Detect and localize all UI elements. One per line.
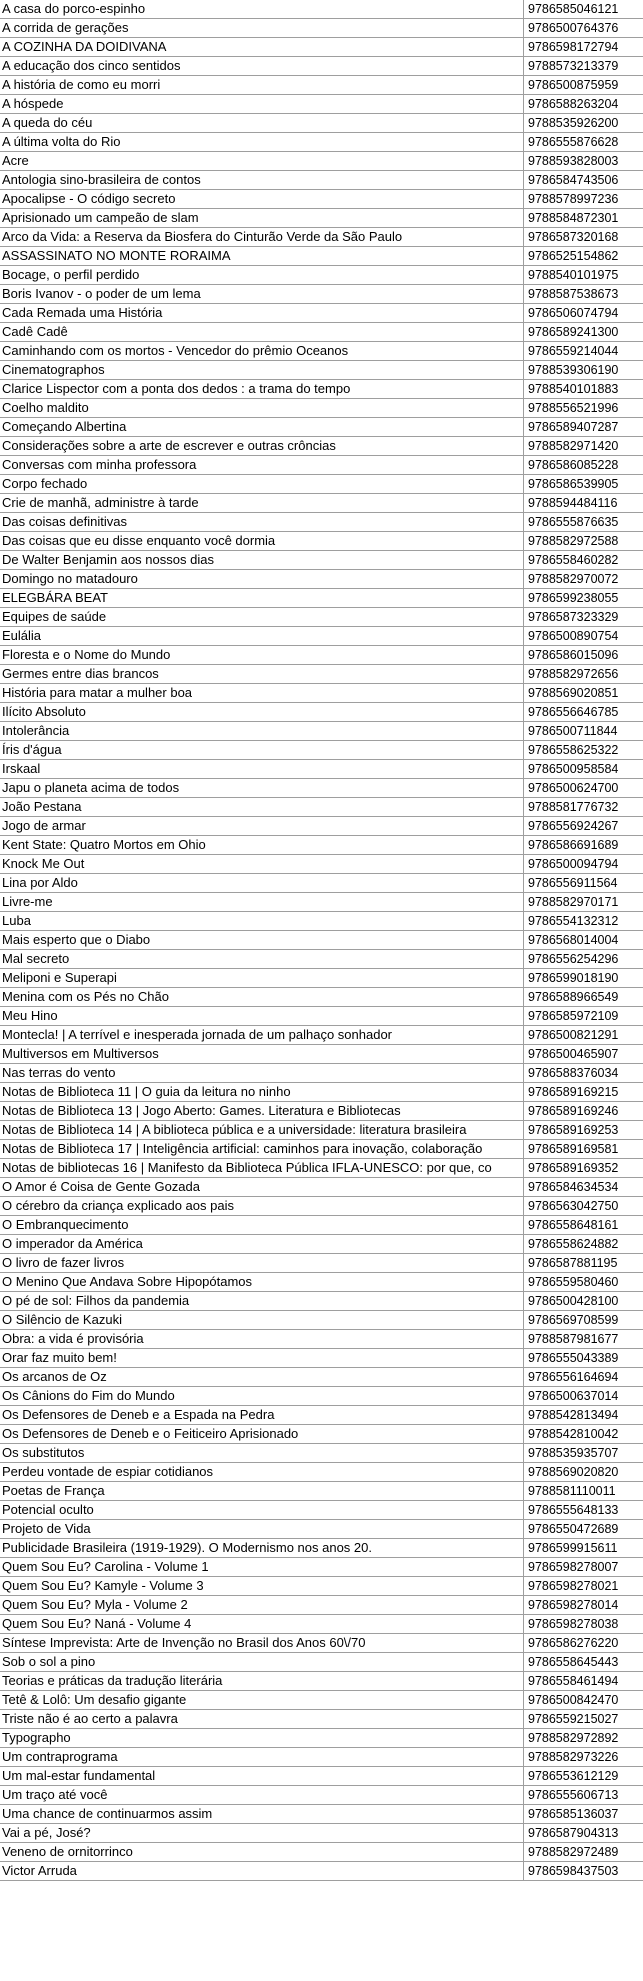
title-cell[interactable]: João Pestana — [0, 798, 524, 817]
title-cell[interactable]: Síntese Imprevista: Arte de Invenção no Brasil dos Anos 60\/70 — [0, 1634, 524, 1653]
isbn-cell[interactable]: 9786586015096 — [524, 646, 643, 665]
title-cell[interactable]: O imperador da América — [0, 1235, 524, 1254]
table-row — [0, 646, 643, 665]
isbn-cell[interactable]: 9788582972489 — [524, 1843, 643, 1862]
isbn-cell[interactable]: 9786500764376 — [524, 19, 643, 38]
title-cell[interactable]: Quem Sou Eu? Naná - Volume 4 — [0, 1615, 524, 1634]
isbn-cell[interactable]: 9786586085228 — [524, 456, 643, 475]
isbn-cell[interactable]: 9788569020820 — [524, 1463, 643, 1482]
table-row — [0, 1805, 643, 1824]
isbn-cell[interactable]: 9788584872301 — [524, 209, 643, 228]
table-row — [0, 779, 643, 798]
title-cell[interactable]: Sob o sol a pino — [0, 1653, 524, 1672]
isbn-cell[interactable]: 9786584634534 — [524, 1178, 643, 1197]
title-cell[interactable]: Mais esperto que o Diabo — [0, 931, 524, 950]
table-row — [0, 988, 643, 1007]
table-row — [0, 1691, 643, 1710]
title-cell[interactable]: Kent State: Quatro Mortos em Ohio — [0, 836, 524, 855]
title-cell[interactable]: Começando Albertina — [0, 418, 524, 437]
title-cell[interactable]: Corpo fechado — [0, 475, 524, 494]
table-row — [0, 228, 643, 247]
title-cell[interactable]: Um mal-estar fundamental — [0, 1767, 524, 1786]
title-cell[interactable]: O Amor é Coisa de Gente Gozada — [0, 1178, 524, 1197]
table-row — [0, 684, 643, 703]
isbn-cell[interactable]: 9786500821291 — [524, 1026, 643, 1045]
title-cell[interactable]: Os Defensores de Deneb e a Espada na Pedra — [0, 1406, 524, 1425]
table-row — [0, 437, 643, 456]
title-cell[interactable]: Íris d'água — [0, 741, 524, 760]
isbn-cell[interactable]: 9788573213379 — [524, 57, 643, 76]
title-cell[interactable]: Livre-me — [0, 893, 524, 912]
title-cell[interactable]: História para matar a mulher boa — [0, 684, 524, 703]
isbn-cell[interactable]: 9786569708599 — [524, 1311, 643, 1330]
title-cell[interactable]: Quem Sou Eu? Carolina - Volume 1 — [0, 1558, 524, 1577]
isbn-cell[interactable]: 9786500875959 — [524, 76, 643, 95]
isbn-cell[interactable]: 9786598278014 — [524, 1596, 643, 1615]
title-cell[interactable]: Considerações sobre a arte de escrever e outras crôncias — [0, 437, 524, 456]
table-row — [0, 1349, 643, 1368]
table-row — [0, 494, 643, 513]
isbn-cell[interactable]: 9786598278007 — [524, 1558, 643, 1577]
table-row — [0, 1463, 643, 1482]
title-cell[interactable]: Knock Me Out — [0, 855, 524, 874]
title-cell[interactable]: Notas de Biblioteca 11 | O guia da leitura no ninho — [0, 1083, 524, 1102]
table-row — [0, 722, 643, 741]
title-cell[interactable]: Os Defensores de Deneb e o Feiticeiro Aprisionado — [0, 1425, 524, 1444]
table-row — [0, 1159, 643, 1178]
title-cell[interactable]: O livro de fazer livros — [0, 1254, 524, 1273]
title-cell[interactable]: Meliponi e Superapi — [0, 969, 524, 988]
isbn-cell[interactable]: 9786556254296 — [524, 950, 643, 969]
title-cell[interactable]: A queda do céu — [0, 114, 524, 133]
isbn-cell[interactable]: 9786558625322 — [524, 741, 643, 760]
table-row — [0, 1767, 643, 1786]
table-row — [0, 589, 643, 608]
isbn-cell[interactable]: 9786585046121 — [524, 0, 643, 19]
title-cell[interactable]: Germes entre dias brancos — [0, 665, 524, 684]
table-row — [0, 95, 643, 114]
title-cell[interactable]: O Menino Que Andava Sobre Hipopótamos — [0, 1273, 524, 1292]
isbn-cell[interactable]: 9786559580460 — [524, 1273, 643, 1292]
isbn-cell[interactable]: 9788581110011 — [524, 1482, 643, 1501]
title-cell[interactable]: Acre — [0, 152, 524, 171]
table-row — [0, 1729, 643, 1748]
isbn-cell[interactable]: 9788581776732 — [524, 798, 643, 817]
title-cell[interactable]: Vai a pé, José? — [0, 1824, 524, 1843]
title-cell[interactable]: Os substitutos — [0, 1444, 524, 1463]
isbn-cell[interactable]: 9788539306190 — [524, 361, 643, 380]
table-row — [0, 893, 643, 912]
title-cell[interactable]: Apocalipse - O código secreto — [0, 190, 524, 209]
title-cell[interactable]: O Embranquecimento — [0, 1216, 524, 1235]
title-cell[interactable]: Victor Arruda — [0, 1862, 524, 1881]
title-cell[interactable]: Jogo de armar — [0, 817, 524, 836]
isbn-cell[interactable]: 9786554132312 — [524, 912, 643, 931]
table-row — [0, 399, 643, 418]
isbn-cell[interactable]: 9788542813494 — [524, 1406, 643, 1425]
isbn-cell[interactable]: 9786588376034 — [524, 1064, 643, 1083]
title-cell[interactable]: Cadê Cadê — [0, 323, 524, 342]
isbn-cell[interactable]: 9786586539905 — [524, 475, 643, 494]
title-cell[interactable]: Domingo no matadouro — [0, 570, 524, 589]
table-row — [0, 570, 643, 589]
isbn-cell[interactable]: 9786589169215 — [524, 1083, 643, 1102]
title-cell[interactable]: Ilícito Absoluto — [0, 703, 524, 722]
isbn-cell[interactable]: 9786589407287 — [524, 418, 643, 437]
isbn-cell[interactable]: 9786589169253 — [524, 1121, 643, 1140]
title-cell[interactable]: Cada Remada uma História — [0, 304, 524, 323]
table-row — [0, 1121, 643, 1140]
isbn-cell[interactable]: 9786555043389 — [524, 1349, 643, 1368]
title-cell[interactable]: Luba — [0, 912, 524, 931]
title-cell[interactable]: A educação dos cinco sentidos — [0, 57, 524, 76]
title-cell[interactable]: Notas de Biblioteca 13 | Jogo Aberto: Games. Literatura e Bibliotecas — [0, 1102, 524, 1121]
title-cell[interactable]: A corrida de gerações — [0, 19, 524, 38]
title-cell[interactable]: Eulália — [0, 627, 524, 646]
title-cell[interactable]: Lina por Aldo — [0, 874, 524, 893]
table-row — [0, 798, 643, 817]
title-cell[interactable]: Mal secreto — [0, 950, 524, 969]
title-cell[interactable]: Publicidade Brasileira (1919-1929). O Modernismo nos anos 20. — [0, 1539, 524, 1558]
table-row — [0, 38, 643, 57]
table-row — [0, 1634, 643, 1653]
table-row — [0, 760, 643, 779]
title-cell[interactable]: Intolerância — [0, 722, 524, 741]
isbn-cell[interactable]: 9786555606713 — [524, 1786, 643, 1805]
isbn-cell[interactable]: 9786588263204 — [524, 95, 643, 114]
table-row — [0, 1710, 643, 1729]
isbn-cell[interactable]: 9786500890754 — [524, 627, 643, 646]
isbn-cell[interactable]: 9786500624700 — [524, 779, 643, 798]
isbn-cell[interactable]: 9786558624882 — [524, 1235, 643, 1254]
table-row — [0, 209, 643, 228]
isbn-cell[interactable]: 9786556924267 — [524, 817, 643, 836]
isbn-cell[interactable]: 9786599915611 — [524, 1539, 643, 1558]
isbn-cell[interactable]: 9786556164694 — [524, 1368, 643, 1387]
table-row — [0, 361, 643, 380]
isbn-cell[interactable]: 9786506074794 — [524, 304, 643, 323]
isbn-cell[interactable]: 9788582972892 — [524, 1729, 643, 1748]
table-row — [0, 57, 643, 76]
isbn-cell[interactable]: 9788582970171 — [524, 893, 643, 912]
table-row — [0, 1197, 643, 1216]
isbn-cell[interactable]: 9786585136037 — [524, 1805, 643, 1824]
title-cell[interactable]: Conversas com minha professora — [0, 456, 524, 475]
table-row — [0, 1216, 643, 1235]
title-cell[interactable]: Potencial oculto — [0, 1501, 524, 1520]
title-cell[interactable]: Poetas de França — [0, 1482, 524, 1501]
table-row — [0, 456, 643, 475]
title-cell[interactable]: A história de como eu morri — [0, 76, 524, 95]
title-cell[interactable]: Um traço até você — [0, 1786, 524, 1805]
table-row — [0, 380, 643, 399]
isbn-cell[interactable]: 9786585972109 — [524, 1007, 643, 1026]
title-cell[interactable]: ELEGBÁRA BEAT — [0, 589, 524, 608]
table-row — [0, 1520, 643, 1539]
table-row — [0, 855, 643, 874]
title-cell[interactable]: Nas terras do vento — [0, 1064, 524, 1083]
title-cell[interactable]: Floresta e o Nome do Mundo — [0, 646, 524, 665]
isbn-cell[interactable]: 9788594484116 — [524, 494, 643, 513]
table-row — [0, 513, 643, 532]
isbn-cell[interactable]: 9786587904313 — [524, 1824, 643, 1843]
isbn-cell[interactable]: 9786550472689 — [524, 1520, 643, 1539]
title-cell[interactable]: A hóspede — [0, 95, 524, 114]
table-row — [0, 665, 643, 684]
isbn-cell[interactable]: 9786598172794 — [524, 38, 643, 57]
title-cell[interactable]: Veneno de ornitorrinco — [0, 1843, 524, 1862]
title-cell[interactable]: Equipes de saúde — [0, 608, 524, 627]
table-row — [0, 1482, 643, 1501]
isbn-cell[interactable]: 9786588966549 — [524, 988, 643, 1007]
title-cell[interactable]: Triste não é ao certo a palavra — [0, 1710, 524, 1729]
title-cell[interactable]: O Silêncio de Kazuki — [0, 1311, 524, 1330]
title-cell[interactable]: Das coisas definitivas — [0, 513, 524, 532]
table-row — [0, 608, 643, 627]
table-row — [0, 817, 643, 836]
table-row — [0, 1083, 643, 1102]
isbn-cell[interactable]: 9786525154862 — [524, 247, 643, 266]
title-cell[interactable]: Menina com os Pés no Chão — [0, 988, 524, 1007]
table-row — [0, 1311, 643, 1330]
title-cell[interactable]: Crie de manhã, administre à tarde — [0, 494, 524, 513]
table-row — [0, 1007, 643, 1026]
table-row — [0, 1596, 643, 1615]
isbn-cell[interactable]: 9788582973226 — [524, 1748, 643, 1767]
isbn-cell[interactable]: 9786553612129 — [524, 1767, 643, 1786]
title-cell[interactable]: Caminhando com os mortos - Vencedor do prêmio Oceanos — [0, 342, 524, 361]
title-cell[interactable]: Notas de bibliotecas 16 | Manifesto da Biblioteca Pública IFLA-UNESCO: por que, co — [0, 1159, 524, 1178]
title-cell[interactable]: Meu Hino — [0, 1007, 524, 1026]
table-row — [0, 741, 643, 760]
table-row — [0, 1672, 643, 1691]
title-cell[interactable]: Os Cânions do Fim do Mundo — [0, 1387, 524, 1406]
isbn-cell[interactable]: 9786555648133 — [524, 1501, 643, 1520]
isbn-cell[interactable]: 9786500711844 — [524, 722, 643, 741]
title-cell[interactable]: Projeto de Vida — [0, 1520, 524, 1539]
table-row — [0, 551, 643, 570]
table-row — [0, 1653, 643, 1672]
title-cell[interactable]: Das coisas que eu disse enquanto você dormia — [0, 532, 524, 551]
isbn-cell[interactable]: 9786598278021 — [524, 1577, 643, 1596]
isbn-cell[interactable]: 9786589169581 — [524, 1140, 643, 1159]
title-cell[interactable]: Arco da Vida: a Reserva da Biosfera do Cinturão Verde da São Paulo — [0, 228, 524, 247]
title-cell[interactable]: Os arcanos de Oz — [0, 1368, 524, 1387]
table-row — [0, 342, 643, 361]
isbn-cell[interactable]: 9786589169246 — [524, 1102, 643, 1121]
table-row — [0, 418, 643, 437]
table-row — [0, 190, 643, 209]
title-cell[interactable]: Typographo — [0, 1729, 524, 1748]
table-row — [0, 76, 643, 95]
table-row — [0, 1064, 643, 1083]
title-cell[interactable]: Perdeu vontade de espiar cotidianos — [0, 1463, 524, 1482]
table-row — [0, 1786, 643, 1805]
table-row — [0, 1444, 643, 1463]
title-cell[interactable]: Montecla! | A terrível e inesperada jornada de um palhaço sonhador — [0, 1026, 524, 1045]
isbn-cell[interactable]: 9786556911564 — [524, 874, 643, 893]
title-cell[interactable]: Uma chance de continuarmos assim — [0, 1805, 524, 1824]
table-row — [0, 1273, 643, 1292]
isbn-cell[interactable]: 9788582971420 — [524, 437, 643, 456]
isbn-cell[interactable]: 9786555876635 — [524, 513, 643, 532]
table-row — [0, 1140, 643, 1159]
table-row — [0, 1102, 643, 1121]
isbn-cell[interactable]: 9786500842470 — [524, 1691, 643, 1710]
table-row — [0, 1862, 643, 1881]
isbn-cell[interactable]: 9786587881195 — [524, 1254, 643, 1273]
table-row — [0, 285, 643, 304]
table-row — [0, 1406, 643, 1425]
table-row — [0, 912, 643, 931]
table-row — [0, 133, 643, 152]
isbn-cell[interactable]: 9788587981677 — [524, 1330, 643, 1349]
table-row — [0, 1425, 643, 1444]
title-cell[interactable]: O cérebro da criança explicado aos pais — [0, 1197, 524, 1216]
table-row — [0, 969, 643, 988]
table-row — [0, 1178, 643, 1197]
table-row — [0, 475, 643, 494]
isbn-cell[interactable]: 9786568014004 — [524, 931, 643, 950]
title-cell[interactable]: Irskaal — [0, 760, 524, 779]
table-row — [0, 1330, 643, 1349]
isbn-cell[interactable]: 9786586276220 — [524, 1634, 643, 1653]
table-row — [0, 1558, 643, 1577]
isbn-cell[interactable]: 9786559215027 — [524, 1710, 643, 1729]
table-row — [0, 1748, 643, 1767]
title-cell[interactable]: Aprisionado um campeão de slam — [0, 209, 524, 228]
isbn-cell[interactable]: 9786599238055 — [524, 589, 643, 608]
isbn-cell[interactable]: 9786559214044 — [524, 342, 643, 361]
table-row — [0, 171, 643, 190]
table-row — [0, 266, 643, 285]
isbn-cell[interactable]: 9786558461494 — [524, 1672, 643, 1691]
isbn-cell[interactable]: 9788542810042 — [524, 1425, 643, 1444]
isbn-cell[interactable]: 9786563042750 — [524, 1197, 643, 1216]
table-row — [0, 703, 643, 722]
isbn-cell[interactable]: 9786558460282 — [524, 551, 643, 570]
table-row — [0, 931, 643, 950]
title-cell[interactable]: Teorias e práticas da tradução literária — [0, 1672, 524, 1691]
title-cell[interactable]: Coelho maldito — [0, 399, 524, 418]
isbn-cell[interactable]: 9788593828003 — [524, 152, 643, 171]
isbn-cell[interactable]: 9788540101975 — [524, 266, 643, 285]
table-row — [0, 19, 643, 38]
table-row — [0, 874, 643, 893]
table-row — [0, 114, 643, 133]
isbn-cell[interactable]: 9786500637014 — [524, 1387, 643, 1406]
table-row — [0, 1615, 643, 1634]
table-row — [0, 1824, 643, 1843]
title-cell[interactable]: Tetê & Lolô: Um desafio gigante — [0, 1691, 524, 1710]
title-cell[interactable]: Japu o planeta acima de todos — [0, 779, 524, 798]
table-row — [0, 1843, 643, 1862]
isbn-cell[interactable]: 9786589169352 — [524, 1159, 643, 1178]
isbn-cell[interactable]: 9788535926200 — [524, 114, 643, 133]
isbn-cell[interactable]: 9786599018190 — [524, 969, 643, 988]
isbn-cell[interactable]: 9788582972588 — [524, 532, 643, 551]
table-row — [0, 1387, 643, 1406]
title-cell[interactable]: A casa do porco-espinho — [0, 0, 524, 19]
title-cell[interactable]: Bocage, o perfil perdido — [0, 266, 524, 285]
table-row — [0, 1539, 643, 1558]
title-cell[interactable]: De Walter Benjamin aos nossos dias — [0, 551, 524, 570]
isbn-cell[interactable]: 9788582972656 — [524, 665, 643, 684]
title-cell[interactable]: Antologia sino-brasileira de contos — [0, 171, 524, 190]
isbn-cell[interactable]: 9788582970072 — [524, 570, 643, 589]
isbn-cell[interactable]: 9786587320168 — [524, 228, 643, 247]
title-cell[interactable]: Obra: a vida é provisória — [0, 1330, 524, 1349]
table-row — [0, 950, 643, 969]
table-row — [0, 247, 643, 266]
title-cell[interactable]: Clarice Lispector com a ponta dos dedos : a trama do tempo — [0, 380, 524, 399]
title-cell[interactable]: A última volta do Rio — [0, 133, 524, 152]
table-row — [0, 0, 643, 19]
isbn-cell[interactable]: 9786584743506 — [524, 171, 643, 190]
table-row — [0, 304, 643, 323]
table-row — [0, 836, 643, 855]
isbn-cell[interactable]: 9786500094794 — [524, 855, 643, 874]
title-cell[interactable]: Orar faz muito bem! — [0, 1349, 524, 1368]
isbn-cell[interactable]: 9786500465907 — [524, 1045, 643, 1064]
isbn-cell[interactable]: 9786556646785 — [524, 703, 643, 722]
isbn-cell[interactable]: 9786555876628 — [524, 133, 643, 152]
table-row — [0, 1577, 643, 1596]
isbn-cell[interactable]: 9786500428100 — [524, 1292, 643, 1311]
table-row — [0, 627, 643, 646]
isbn-cell[interactable]: 9786598278038 — [524, 1615, 643, 1634]
isbn-cell[interactable]: 9788535935707 — [524, 1444, 643, 1463]
table-row — [0, 1235, 643, 1254]
isbn-cell[interactable]: 9788556521996 — [524, 399, 643, 418]
isbn-cell[interactable]: 9788569020851 — [524, 684, 643, 703]
table-row — [0, 323, 643, 342]
title-cell[interactable]: Um contraprograma — [0, 1748, 524, 1767]
title-cell[interactable]: Boris Ivanov - o poder de um lema — [0, 285, 524, 304]
table-row — [0, 1501, 643, 1520]
title-cell[interactable]: Quem Sou Eu? Myla - Volume 2 — [0, 1596, 524, 1615]
isbn-cell[interactable]: 9786586691689 — [524, 836, 643, 855]
table-row — [0, 532, 643, 551]
isbn-cell[interactable]: 9786500958584 — [524, 760, 643, 779]
isbn-cell[interactable]: 9786558645443 — [524, 1653, 643, 1672]
table-row — [0, 1026, 643, 1045]
title-cell[interactable]: O pé de sol: Filhos da pandemia — [0, 1292, 524, 1311]
title-cell[interactable]: Notas de Biblioteca 14 | A biblioteca pública e a universidade: literatura brasileira — [0, 1121, 524, 1140]
title-cell[interactable]: ASSASSINATO NO MONTE RORAIMA — [0, 247, 524, 266]
isbn-cell[interactable]: 9786598437503 — [524, 1862, 643, 1881]
isbn-cell[interactable]: 9786589241300 — [524, 323, 643, 342]
table-row — [0, 1368, 643, 1387]
title-cell[interactable]: Multiversos em Multiversos — [0, 1045, 524, 1064]
title-cell[interactable]: Quem Sou Eu? Kamyle - Volume 3 — [0, 1577, 524, 1596]
title-cell[interactable]: Notas de Biblioteca 17 | Inteligência artificial: caminhos para inovação, colaboração — [0, 1140, 524, 1159]
title-cell[interactable]: Cinematographos — [0, 361, 524, 380]
isbn-cell[interactable]: 9788587538673 — [524, 285, 643, 304]
table-row — [0, 1292, 643, 1311]
title-cell[interactable]: A COZINHA DA DOIDIVANA — [0, 38, 524, 57]
isbn-cell[interactable]: 9786587323329 — [524, 608, 643, 627]
isbn-cell[interactable]: 9788540101883 — [524, 380, 643, 399]
table-row — [0, 1045, 643, 1064]
isbn-cell[interactable]: 9788578997236 — [524, 190, 643, 209]
table-row — [0, 1254, 643, 1273]
table-row — [0, 152, 643, 171]
isbn-cell[interactable]: 9786558648161 — [524, 1216, 643, 1235]
